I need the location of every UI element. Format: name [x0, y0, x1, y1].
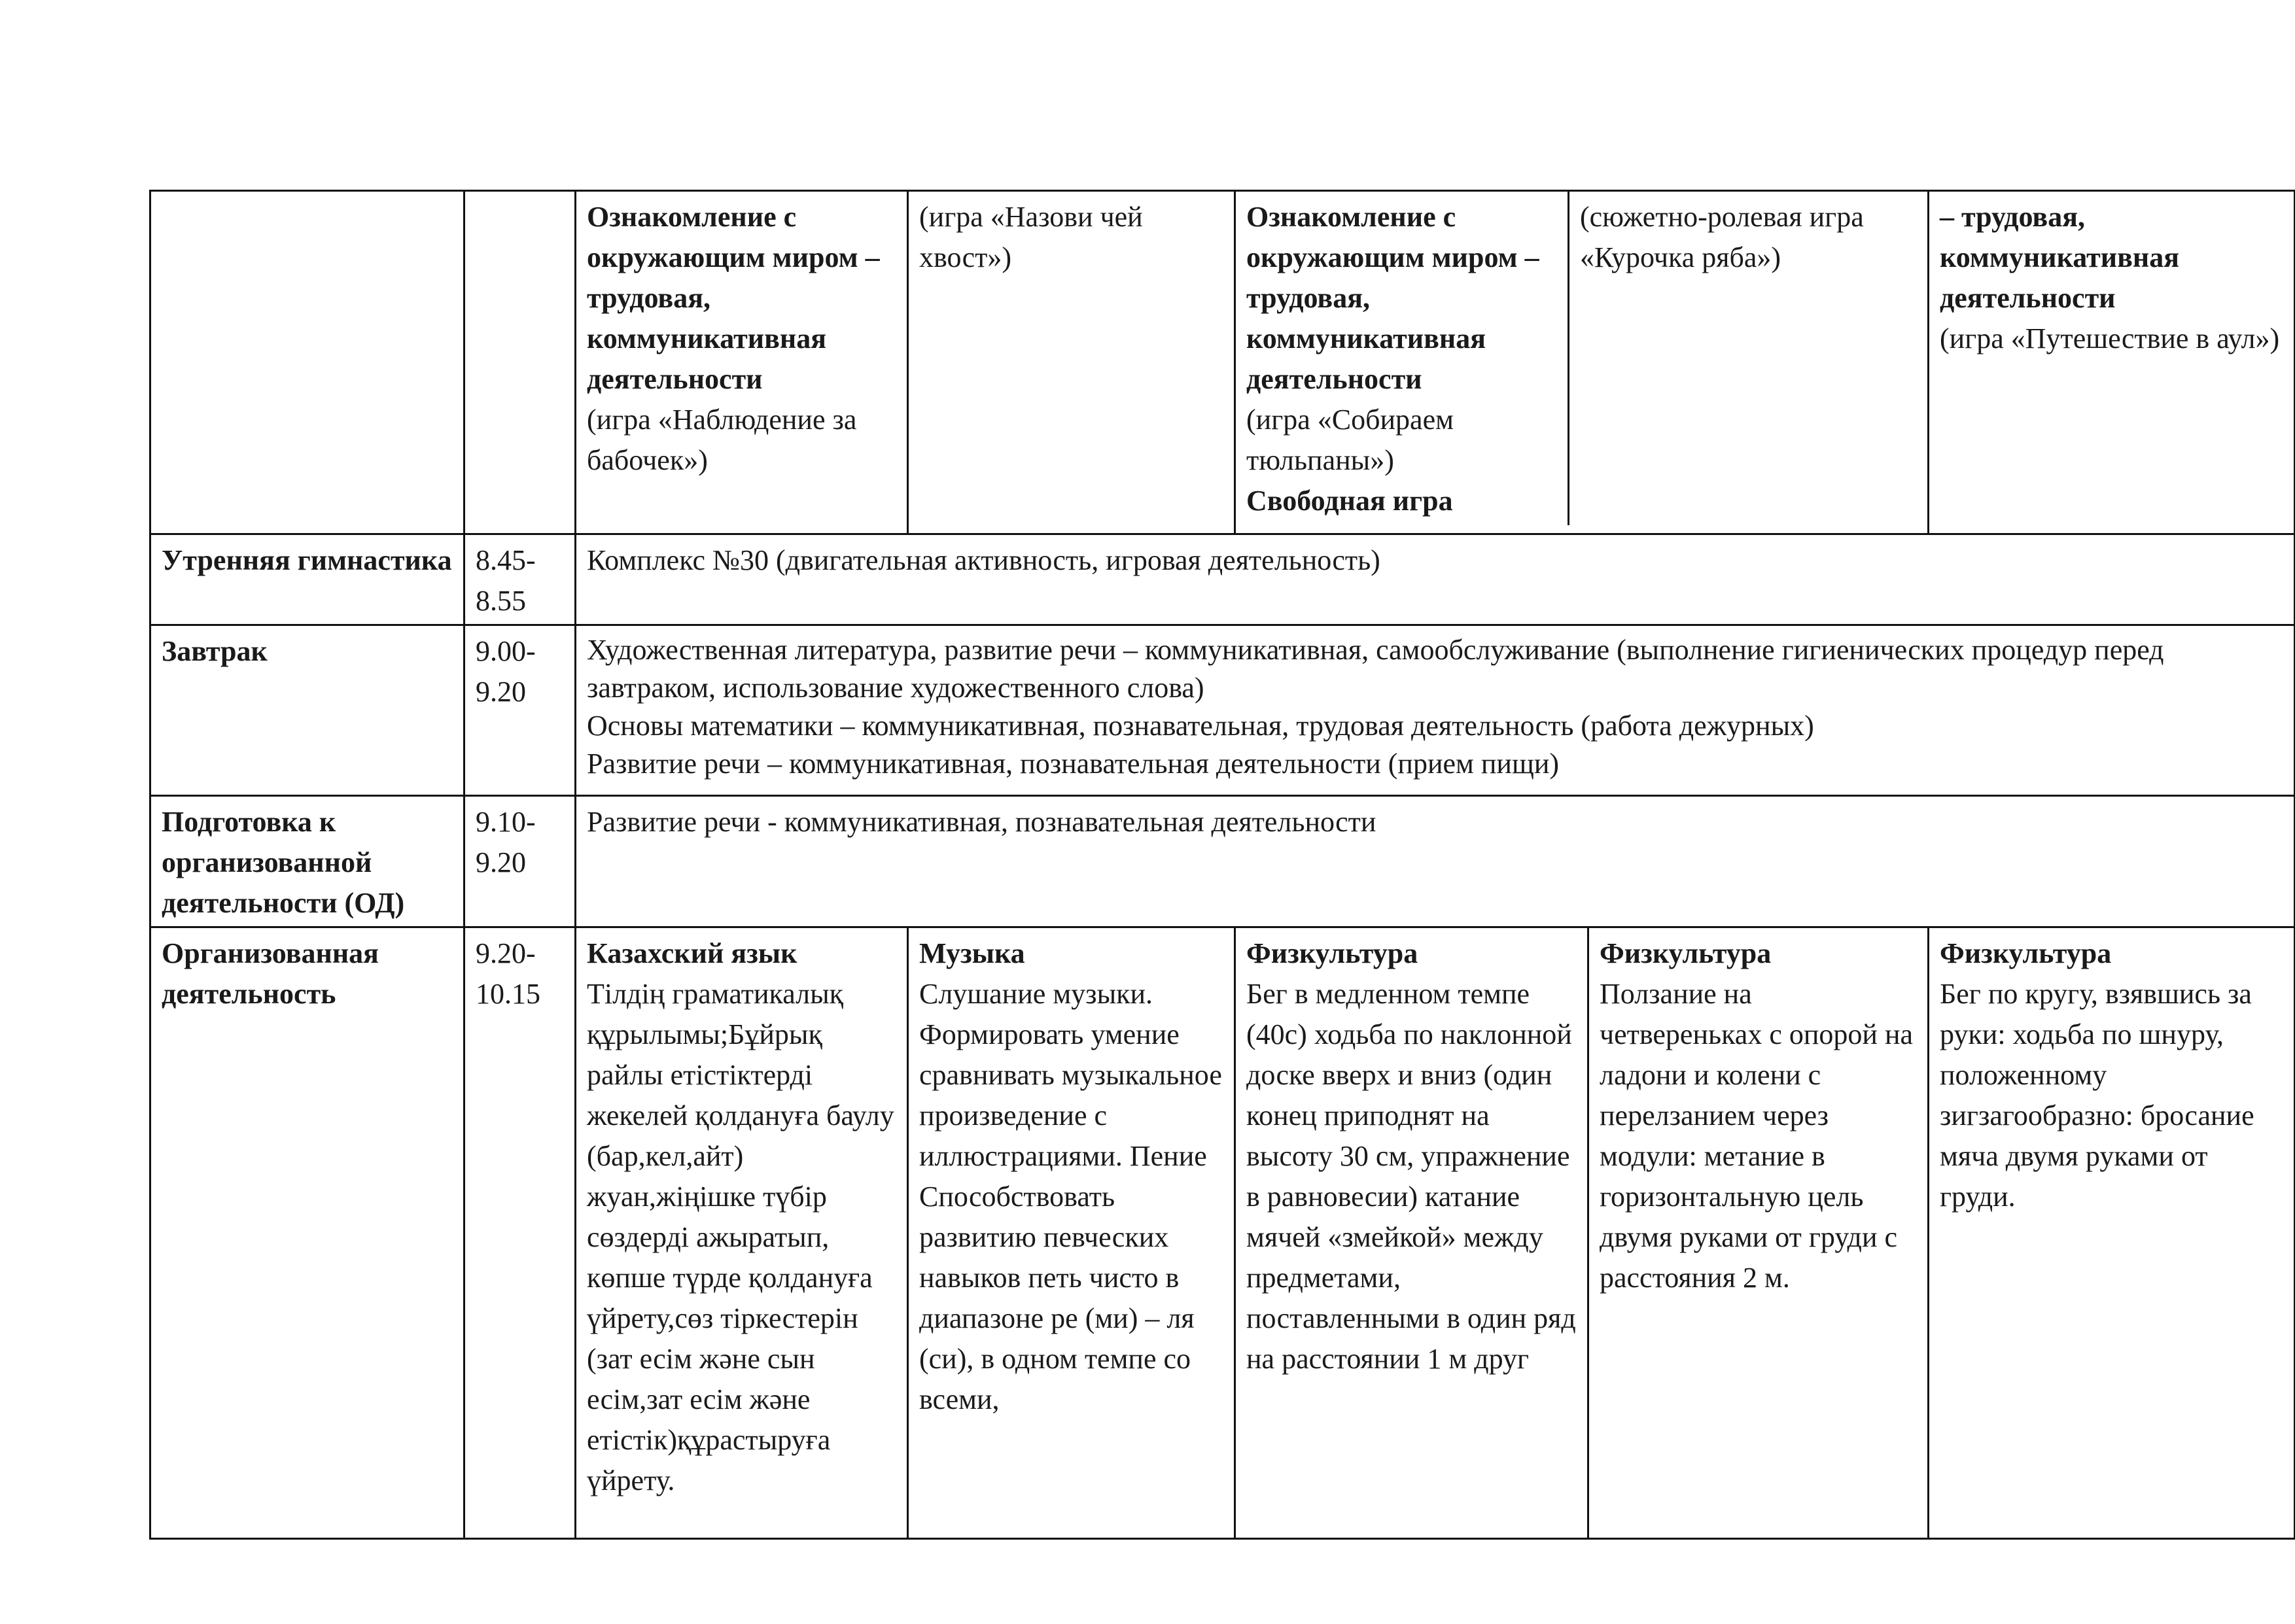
section-cell: Подготовка к организованной деятельности (ОД)	[150, 796, 464, 927]
subject-text: Тілдің граматикалық құрылымы;Бұйрық райлы етістіктерді жекелей қолдануға баулу (бар,кел,айт) жуан,жіңішке түбір сөздерді ажыратып, көпше түрде қолдануға үйрету,сөз тіркестерін (зат есім және сын есім,зат есім және етістік)құрастыруға үйрету.	[587, 978, 894, 1496]
activity-line: Развитие речи - коммуникативная, познавательная деятельности	[587, 806, 1376, 838]
section-cell: Завтрак	[150, 625, 464, 796]
time-cell: 9.20-10.15	[464, 927, 576, 1539]
subject-title: Физкультура	[1940, 937, 2112, 969]
day-cell-3	[1236, 192, 1569, 525]
day-cell-2	[908, 191, 1235, 534]
activity-text: (сюжетно-ролевая игра «Курочка ряба»)	[1580, 201, 1864, 273]
day-cells-3-4	[1235, 191, 1929, 534]
activity-line: Художественная литература, развитие речи – коммуникативная, самообслуживание (выполнение гигиенических процедур перед завтраком, использование художественного слова)	[587, 634, 2164, 704]
subject-text: Бег в медленном темпе (40с) ходьба по наклонной доске вверх и вниз (один конец приподнят на высоту 30 см, упражнение в равновесии) катание мячей «змейкой» между предметами, поставленными в один ряд на расстоянии 1 м друг	[1246, 978, 1576, 1375]
subject-title: Музыка	[919, 937, 1025, 969]
table-row	[150, 927, 2295, 1539]
subject-title: Физкультура	[1246, 937, 1418, 969]
schedule-table	[149, 190, 2295, 1540]
activity-text: (игра «Наблюдение за бабочек»)	[587, 404, 857, 476]
subject-title: Казахский язык	[587, 937, 797, 969]
table-row	[150, 191, 2295, 534]
section-cell: Утренняя гимнастика	[150, 534, 464, 625]
subject-text: Ползание на четвереньках с опорой на ладони и колени с перелзанием через модули: метание в горизонтальную цель двумя руками от груди с расстояния 2 м.	[1600, 978, 1914, 1294]
activity-title: Ознакомление с окружающим миром – трудовая, коммуникативная деятельности	[587, 201, 880, 395]
activity-extra: Свободная игра	[1246, 485, 1453, 517]
time-cell: 8.45-8.55	[464, 534, 576, 625]
time-cell	[464, 191, 576, 534]
day-cell-4	[1569, 192, 1927, 525]
activity-cell	[576, 534, 2295, 625]
activity-line: Комплекс №30 (двигательная активность, игровая деятельность)	[587, 544, 1380, 576]
od-day-cell-1	[576, 927, 908, 1539]
activity-text: (игра «Собираем тюльпаны»)	[1246, 404, 1454, 476]
section-cell: Организованная деятельность	[150, 927, 464, 1539]
time-cell: 9.10-9.20	[464, 796, 576, 927]
od-day-cell-3	[1235, 927, 1588, 1539]
subject-text: Слушание музыки. Формировать умение сравнивать музыкальное произведение с иллюстрациями. Пение Способствовать развитию певческих навыков петь чисто в диапазоне ре (ми) – ля (си), в одном темпе со всеми,	[919, 978, 1222, 1415]
day-cell-5	[1929, 191, 2295, 534]
activity-cell	[576, 625, 2295, 796]
table-row	[150, 534, 2295, 625]
subject-title: Физкультура	[1600, 937, 1772, 969]
day-cell-1	[576, 191, 908, 534]
table-row	[150, 625, 2295, 796]
activity-text: (игра «Назови чей хвост»)	[919, 201, 1143, 273]
activity-line: Развитие речи – коммуникативная, познавательная деятельности (прием пищи)	[587, 748, 1560, 780]
activity-text: (игра «Путешествие в аул»)	[1940, 322, 2280, 354]
activity-title: Ознакомление с окружающим миром – трудовая, коммуникативная деятельности	[1246, 201, 1539, 395]
activity-cell	[576, 796, 2295, 927]
od-day-cell-4	[1588, 927, 1929, 1539]
activity-line: Основы математики – коммуникативная, познавательная, трудовая деятельность (работа дежурных)	[587, 710, 1814, 742]
subject-text: Бег по кругу, взявшись за руки: ходьба по шнуру, положенному зигзагообразно: бросание мяча двумя руками от груди.	[1940, 978, 2254, 1213]
time-cell: 9.00-9.20	[464, 625, 576, 796]
table-row	[150, 796, 2295, 927]
od-day-cell-5	[1929, 927, 2295, 1539]
od-day-cell-2	[908, 927, 1235, 1539]
activity-title: – трудовая, коммуникативная деятельности	[1940, 201, 2180, 314]
section-cell	[150, 191, 464, 534]
